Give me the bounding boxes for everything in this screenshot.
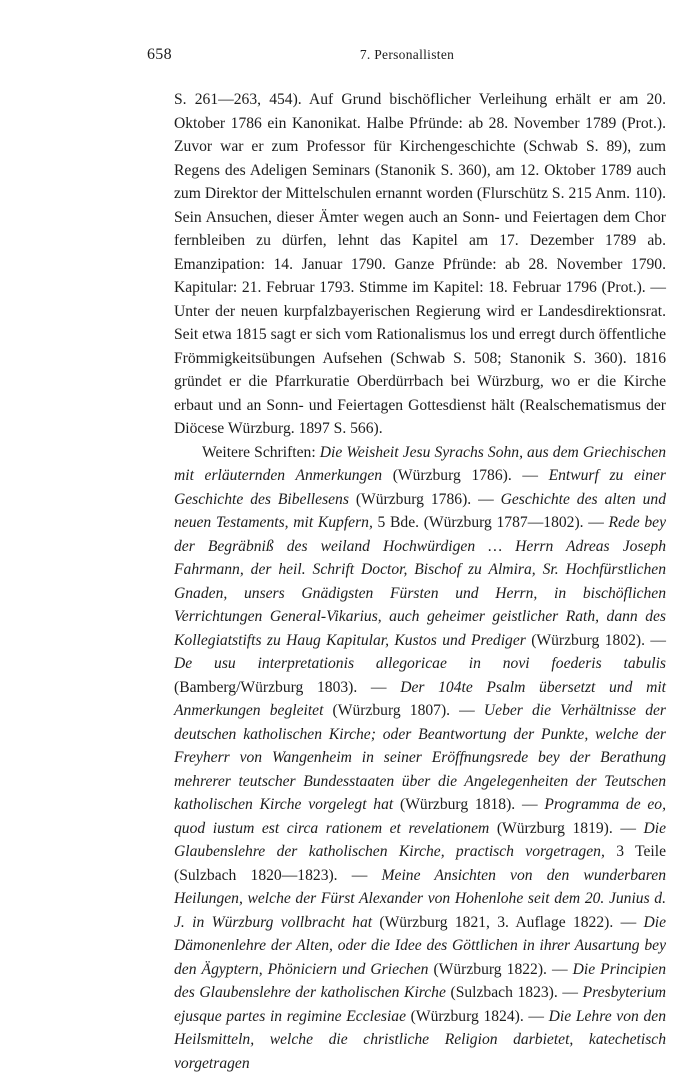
text-run: 3 Teile (Sulzbach 1820—1823). — xyxy=(174,843,666,884)
work-title: Programma de eo, quod iustum est circa rationem et revelationem xyxy=(174,796,666,837)
text-run: (Würzburg 1786). — xyxy=(382,467,549,484)
paragraph xyxy=(174,88,666,441)
text-run: (Würzburg 1818). — xyxy=(393,796,544,813)
text-run: Weitere Schriften: xyxy=(202,444,320,461)
work-title: Die Lehre von den Heilsmitteln, welche die christliche Religion darbietet, katechetisch vorgetragen xyxy=(174,1008,666,1072)
page-header xyxy=(147,46,667,68)
running-head: 7. Personallisten xyxy=(147,47,667,63)
text-run: (Würzburg 1807). — xyxy=(323,702,483,719)
text-run: (Würzburg 1802). — xyxy=(526,632,666,649)
work-title: Die Weisheit Jesu Syrachs Sohn, aus dem Griechischen mit erläuternden Anmerkungen xyxy=(174,444,666,485)
paragraph xyxy=(174,441,666,1075)
text-run: (Bamberg/Würzburg 1803). — xyxy=(174,679,400,696)
text-run: S. 261—263, 454). Auf Grund bischöflicher Verleihung erhält er am 20. Oktober 1786 ein Kanonikat. Halbe Pfründe: ab 28. November 1789 (Prot.). Zuvor war er zum Professor für Kirchengeschichte (Schwab S. 89), zum Regens des Adeligen Seminars (Stanonik S. 360), am 12. Oktober 1789 auch zum Direktor der Mittelschulen ernannt worden (Flurschütz S. 215 Anm. 110). Sein Ansuchen, dieser Ämter wegen auch an Sonn- und Feiertagen dem Chor fernbleiben zu dürfen, lehnt das Kapitel am 17. Dezember 1789 ab. Emanzipation: 14. Januar 1790. Ganze Pfründe: ab 28. November 1790. Kapitular: 21. Februar 1793. Stimme im Kapitel: 18. Februar 1796 (Prot.). — Unter der neuen kurpfalzbayerischen Regierung wird er Landesdirektionsrat. Seit etwa 1815 sagt er sich vom Rationalismus los und erregt durch öffentliche Frömmigkeitsübungen Aufsehen (Schwab S. 508; Stanonik S. 360). 1816 gründet er die Pfarrkuratie Oberdürrbach bei Würzburg, wo er die Kirche erbaut und an Sonn- und Feiertagen Gottesdienst hält (Realschematismus der Diöcese Würzburg. 1897 S. 566). xyxy=(174,91,666,437)
text-run: (Sulzbach 1823). — xyxy=(446,984,583,1001)
text-run: 5 Bde. (Würzburg 1787—1802). — xyxy=(373,514,609,531)
work-title: Ueber die Verhältnisse der deutschen katholischen Kirche; oder Beantwortung der Punkte, welche der Freyherr von Wangenheim in seiner Eröffnungsrede bey der Berathung mehrerer teutscher Bundesstaaten über die Angelegenheiten der Teutschen katholischen Kirche vorgelegt hat xyxy=(174,702,666,813)
text-run: (Würzburg 1822). — xyxy=(428,961,572,978)
text-run: (Würzburg 1824). — xyxy=(406,1008,549,1025)
work-title: Entwurf zu einer Geschichte des Bibellesens xyxy=(174,467,666,508)
body-text xyxy=(174,88,666,1075)
text-run: (Würzburg 1819). — xyxy=(489,820,643,837)
work-title: Geschichte des alten und neuen Testaments, mit Kupfern, xyxy=(174,491,666,532)
work-title: De usu interpretationis allegoricae in novi foederis tabulis xyxy=(174,655,666,672)
work-title: Meine Ansichten von den wunderbaren Heilungen, welche der Fürst Alexander von Hohenlohe seit dem 20. Junius d. J. in Würzburg vollbracht hat xyxy=(174,867,666,931)
work-title: Rede bey der Begräbniß des weiland Hochwürdigen … Herrn Adreas Joseph Fahrmann, der heil. Schrift Doctor, Bischof zu Almira, Sr. Hochfürstlichen Gnaden, unsers Gnädigsten Fürsten und Herrn, in bischöflichen Verrichtungen General-Vikarius, auch geheimer geistlicher Rath, dann des Kollegiatstifts zu Haug Kapitular, Kustos und Prediger xyxy=(174,514,666,649)
work-title: Die Glaubenslehre der katholischen Kirche, practisch vorgetragen, xyxy=(174,820,666,861)
work-title: Der 104te Psalm übersetzt und mit Anmerkungen begleitet xyxy=(174,679,666,720)
page-number: 658 xyxy=(147,46,172,64)
text-run: (Würzburg 1821, 3. Auflage 1822). — xyxy=(372,914,643,931)
work-title: Presbyterium ejusque partes in regimine Ecclesiae xyxy=(174,984,666,1025)
work-title: Die Principien des Glaubenslehre der katholischen Kirche xyxy=(174,961,666,1002)
text-run: (Würzburg 1786). — xyxy=(349,491,501,508)
work-title: Die Dämonenlehre der Alten, oder die Idee des Göttlichen in ihrer Ausartung bey den Ägyptern, Phöniciern und Griechen xyxy=(174,914,666,978)
